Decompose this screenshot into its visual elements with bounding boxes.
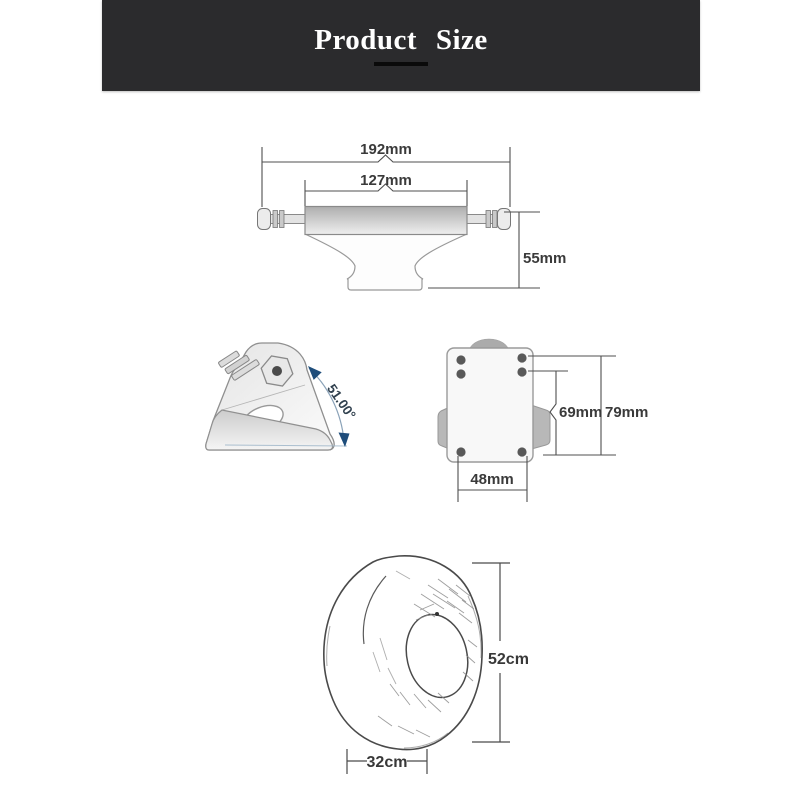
dim-line-69 (550, 371, 556, 455)
wheel-ink-dot (435, 612, 439, 616)
axle-nut (258, 209, 271, 230)
axle-washer (280, 211, 285, 228)
truck-front-view-figure (258, 141, 567, 290)
dim-label-holes-outer: 79mm (605, 404, 649, 421)
baseplate (447, 348, 533, 462)
dim-label-wheel-width: 32cm (366, 754, 408, 771)
dim-label-wheel-diameter: 52cm (488, 651, 529, 668)
angle-label: 51.00° (324, 381, 359, 423)
wheel-figure (324, 556, 529, 774)
truck-hanger (305, 207, 467, 235)
dim-label-hanger-width: 127mm (360, 172, 412, 189)
axle-washer (493, 211, 498, 228)
kingpin-hole (272, 366, 282, 376)
angle-arrow-bottom-icon (339, 433, 350, 448)
axle-washer (486, 211, 491, 228)
dim-label-holes-inner: 69mm (559, 404, 603, 421)
dim-label-height: 55mm (523, 250, 567, 267)
dim-label-overall-width: 192mm (360, 141, 412, 158)
page-title: Product Size (314, 24, 488, 56)
baseplate-top-view-figure (438, 339, 648, 502)
truck-side-view-figure (206, 343, 359, 450)
dim-label-holes-width: 48mm (470, 471, 514, 488)
truck-body (305, 234, 467, 290)
axle-washer (273, 211, 278, 228)
